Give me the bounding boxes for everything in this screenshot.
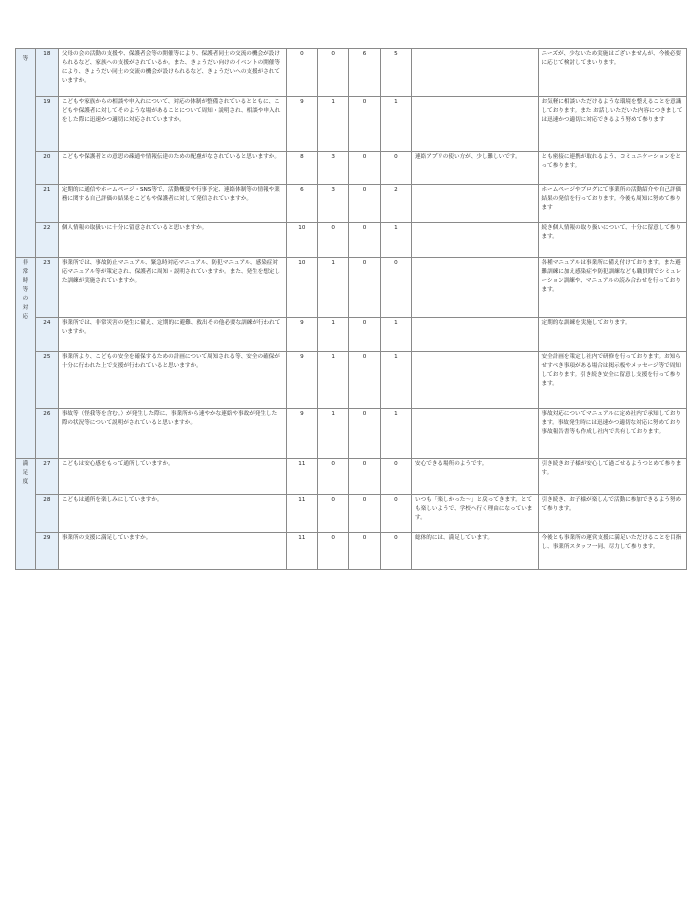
guardian-comment <box>412 409 538 459</box>
guardian-comment <box>412 318 538 352</box>
table-row <box>16 318 687 352</box>
table-row <box>16 459 687 495</box>
count-no: 6 <box>349 49 380 97</box>
count-no: 0 <box>349 258 380 318</box>
table-row <box>16 49 687 97</box>
table-row <box>16 495 687 533</box>
table-row <box>16 97 687 152</box>
guardian-comment <box>412 258 538 318</box>
category-label: 満 足 度 <box>22 461 29 485</box>
question-text: 事故等（怪我等を含む。）が発生した際に、事業所から速やかな連絡や事故が発生した際の状況等について説明がされていると思いますか。 <box>58 409 286 459</box>
count-yes: 9 <box>286 409 317 459</box>
count-unknown: 0 <box>380 459 411 495</box>
count-no: 0 <box>349 352 380 409</box>
facility-response: 引き続き、お子様が楽しんで活動に参加できるよう努めて参ります。 <box>538 495 687 533</box>
count-somewhat: 1 <box>318 409 349 459</box>
count-no: 0 <box>349 459 380 495</box>
count-unknown: 1 <box>380 352 411 409</box>
count-somewhat: 1 <box>318 318 349 352</box>
count-yes: 11 <box>286 533 317 570</box>
count-somewhat: 3 <box>318 152 349 185</box>
question-text: 事業所では、非常災害の発生に備え、定期的に避難、救出その他必要な訓練が行われていますか。 <box>58 318 286 352</box>
guardian-comment <box>412 97 538 152</box>
question-number: 29 <box>35 533 58 570</box>
table-row <box>16 352 687 409</box>
count-no: 0 <box>349 223 380 258</box>
question-text: 事業所の支援に満足していますか。 <box>58 533 286 570</box>
count-unknown: 1 <box>380 409 411 459</box>
guardian-comment <box>412 49 538 97</box>
guardian-comment <box>412 223 538 258</box>
facility-response: とも密接に連携が取れるよう、コミュニケーションをとって参ります。 <box>538 152 687 185</box>
count-unknown: 5 <box>380 49 411 97</box>
count-yes: 10 <box>286 223 317 258</box>
facility-response: 引き続きお子様が安心して過ごせるようつとめて参ります。 <box>538 459 687 495</box>
facility-response: ホームページやブログにて事業所の活動紹介や自己評価結果の発信を行っております。今後も周知に努めて参ります <box>538 185 687 223</box>
guardian-comment <box>412 185 538 223</box>
question-number: 24 <box>35 318 58 352</box>
count-yes: 10 <box>286 258 317 318</box>
category-cell <box>16 459 36 570</box>
guardian-comment: いつも「楽しかった～」と戻ってきます。とても楽しいようで、学校へ行く理由になっています。 <box>412 495 538 533</box>
question-text: こどもや家族からの相談や申入れについて、対応の体制が整備されているとともに、こどもや保護者に対してそのような場があることについて周知・説明され、相談や申入れをした際に迅速かつ適切に対応されていますか。 <box>58 97 286 152</box>
question-text: 事業所では、事故防止マニュアル、緊急時対応マニュアル、防犯マニュアル、感染症対応マニュアル等が策定され、保護者に周知・説明されていますか。また、発生を想定した訓練が実施されていますか。 <box>58 258 286 318</box>
category-label: 非 常 時 等 の 対 応 <box>22 260 29 320</box>
table-row <box>16 409 687 459</box>
count-yes: 6 <box>286 185 317 223</box>
count-unknown: 0 <box>380 495 411 533</box>
question-number: 27 <box>35 459 58 495</box>
count-somewhat: 0 <box>318 223 349 258</box>
question-text: こどもは安心感をもって通所していますか。 <box>58 459 286 495</box>
count-unknown: 2 <box>380 185 411 223</box>
count-no: 0 <box>349 97 380 152</box>
count-somewhat: 0 <box>318 533 349 570</box>
guardian-comment: 安心できる場所のようです。 <box>412 459 538 495</box>
facility-response: 今後とも事業所の運営支援に満足いただけることを目指し、事業所スタッフ一同、尽力して参ります。 <box>538 533 687 570</box>
survey-table <box>15 48 687 570</box>
count-no: 0 <box>349 318 380 352</box>
question-number: 23 <box>35 258 58 318</box>
table-row <box>16 533 687 570</box>
count-no: 0 <box>349 533 380 570</box>
count-no: 0 <box>349 152 380 185</box>
facility-response: ニーズが、少ないため実施はございませんが、今後必要に応じて検討してまいります。 <box>538 49 687 97</box>
count-unknown: 0 <box>380 533 411 570</box>
count-unknown: 0 <box>380 258 411 318</box>
question-text: 定期的に通信やホームページ・SNS等で、活動概要や行事予定、連絡体制等の情報や業務に関する自己評価の結果をこどもや保護者に対して発信されていますか。 <box>58 185 286 223</box>
count-somewhat: 1 <box>318 352 349 409</box>
category-cell <box>16 49 36 258</box>
count-somewhat: 3 <box>318 185 349 223</box>
question-text: こどもは通所を楽しみにしていますか。 <box>58 495 286 533</box>
category-cell <box>16 258 36 459</box>
count-no: 0 <box>349 495 380 533</box>
question-number: 22 <box>35 223 58 258</box>
facility-response: 安全計画を策定し社内で研修を行っております。お知らせすべき事項がある場合は掲示板やメッセージ等で周知しております。引き続き安全に留意し支援を行って参ります。 <box>538 352 687 409</box>
count-yes: 11 <box>286 495 317 533</box>
count-no: 0 <box>349 409 380 459</box>
guardian-comment: 連絡アプリの使い方が、少し難しいです。 <box>412 152 538 185</box>
table-row <box>16 258 687 318</box>
question-text: 事業所より、こどもの安全を確保するための計画について周知される等、安全の確保が十分に行われた上で支援が行われていると思いますか。 <box>58 352 286 409</box>
question-text: 父母の会の活動の支援や、保護者会等の開催等により、保護者同士の交流の機会が設けられるなど、家族への支援がされているか。また、きょうだい向けのイベントの開催等により、きょうだい同士の交流の機会が設けられるなど、きょうだいへの支援がされていますか。 <box>58 49 286 97</box>
facility-response: 続き個人情報の取り扱いについて、十分に留意して参ります。 <box>538 223 687 258</box>
guardian-comment <box>412 352 538 409</box>
question-number: 21 <box>35 185 58 223</box>
question-text: こどもや保護者との意思の疎通や情報伝達のための配慮がなされていると思いますか。 <box>58 152 286 185</box>
count-somewhat: 1 <box>318 258 349 318</box>
count-unknown: 0 <box>380 152 411 185</box>
count-yes: 0 <box>286 49 317 97</box>
table-row <box>16 223 687 258</box>
count-yes: 8 <box>286 152 317 185</box>
table-row <box>16 185 687 223</box>
question-text: 個人情報の取扱いに十分に留意されていると思いますか。 <box>58 223 286 258</box>
count-somewhat: 0 <box>318 459 349 495</box>
question-number: 20 <box>35 152 58 185</box>
count-unknown: 1 <box>380 97 411 152</box>
facility-response: お気軽に相談いただけるような環境を整えることを意識しております。また お話しいただいた内容につきましては迅速かつ適切に対応できるよう努めて参ります <box>538 97 687 152</box>
count-unknown: 1 <box>380 223 411 258</box>
count-somewhat: 1 <box>318 97 349 152</box>
count-yes: 9 <box>286 318 317 352</box>
question-number: 19 <box>35 97 58 152</box>
facility-response: 事故対応についてマニュアルに定め社内で承知しております。事故発生時には迅速かつ適切な対応に努めており事故報告書等も作成し社内で共有しております。 <box>538 409 687 459</box>
question-number: 26 <box>35 409 58 459</box>
guardian-comment: 総体的には、満足しています。 <box>412 533 538 570</box>
count-yes: 11 <box>286 459 317 495</box>
count-yes: 9 <box>286 97 317 152</box>
table-row <box>16 152 687 185</box>
count-somewhat: 0 <box>318 49 349 97</box>
count-unknown: 1 <box>380 318 411 352</box>
facility-response: 各種マニュアルは事業所に備え付けております。また避難訓練に加え感染症や防犯訓練なども職員間でシミュレーション訓練や、マニュアルの読み合わせを行っております。 <box>538 258 687 318</box>
question-number: 25 <box>35 352 58 409</box>
count-no: 0 <box>349 185 380 223</box>
count-yes: 9 <box>286 352 317 409</box>
count-somewhat: 0 <box>318 495 349 533</box>
facility-response: 定期的な訓練を実施しております。 <box>538 318 687 352</box>
category-label: 等 <box>22 56 29 62</box>
question-number: 28 <box>35 495 58 533</box>
question-number: 18 <box>35 49 58 97</box>
